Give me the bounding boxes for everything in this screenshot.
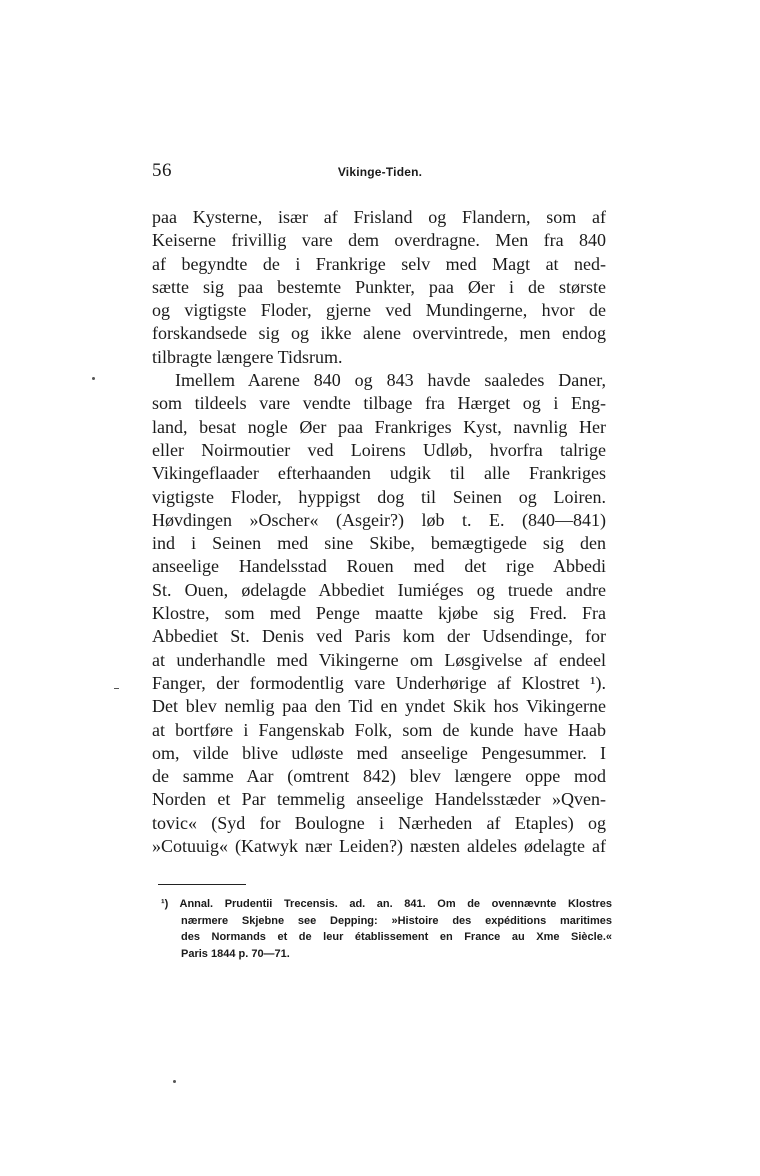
text-line: Vikingeflaader efterhaanden udgik til alle Frankriges: [152, 463, 606, 484]
text-line: ind i Seinen med sine Skibe, bemægtigede sig den: [152, 533, 606, 554]
text-line: paa Kysterne, især af Frisland og Flandern, som af: [152, 207, 606, 227]
text-line: eller Noirmoutier ved Loirens Udløb, hvorfra talrige: [152, 439, 606, 460]
page-number: 56: [152, 160, 172, 181]
text-line: St. Ouen, ødelagde Abbediet Iumiéges og truede andre: [152, 579, 606, 600]
margin-speck: [173, 1080, 176, 1083]
text-line: af begyndte de i Frankrige selv med Magt at ned-: [152, 253, 606, 274]
text-line: Klostre, som med Penge maatte kjøbe sig Fred. Fra: [152, 603, 606, 624]
text-line: »Cotuuig« (Katwyk nær Leiden?) næsten aldeles ødelagte af: [152, 836, 606, 857]
footnotes: [161, 896, 612, 962]
text-line: tilbragte længere Tidsrum.: [152, 346, 343, 367]
footnote-line: Paris 1844 p. 70—71.: [181, 947, 290, 960]
text-line: Keiserne frivillig vare dem overdragne. Men fra 840: [152, 230, 606, 251]
text-line: vigtigste Floder, hyppigst dog til Seinen og Loiren.: [152, 486, 606, 507]
text-line: tovic« (Syd for Boulogne i Nærheden af Etaples) og: [152, 812, 606, 833]
footnote-line: nærmere Skjebne see Depping: »Histoire des expéditions maritimes: [181, 914, 612, 927]
text-line: Abbediet St. Denis ved Paris kom der Udsendinge, for: [152, 626, 606, 647]
running-title: Vikinge-Tiden.: [337, 165, 423, 179]
text-line: og vigtigste Floder, gjerne ved Mundingerne, hvor de: [152, 300, 606, 321]
text-line: Høvdingen »Oscher« (Asgeir?) løb t. E. (840—841): [152, 509, 606, 530]
text-line: at bortføre i Fangenskab Folk, som de kunde have Haab: [152, 719, 606, 740]
footnote-line: des Normands et de leur établissement en France au Xme Siècle.«: [181, 931, 612, 943]
footnote-rule: [158, 884, 246, 885]
text-line: forskandsede sig og ikke alene overvintrede, men endog: [152, 323, 606, 344]
text-line: sætte sig paa bestemte Punkter, paa Øer i de største: [152, 276, 606, 297]
margin-speck: [92, 377, 95, 380]
text-line: land, besat nogle Øer paa Frankriges Kyst, navnlig Her: [152, 416, 606, 437]
text-line: Det blev nemlig paa den Tid en yndet Skik hos Vikingerne: [152, 696, 606, 717]
text-line: Norden et Par temmelig anseelige Handelsstæder »Qven-: [152, 789, 606, 810]
footnote-line: ¹) Annal. Prudentii Trecensis. ad. an. 841. Om de ovennævnte Klostres: [161, 898, 612, 910]
text-line: anseelige Handelsstad Rouen med det rige Abbedi: [152, 556, 606, 577]
text-line: om, vilde blive udløste med anseelige Pengesummer. I: [152, 742, 606, 763]
text-line: Fanger, der formodentlig vare Underhørige af Klostret ¹).: [152, 672, 606, 693]
text-line: som tildeels vare vendte tilbage fra Hærget og i Eng-: [152, 393, 606, 414]
text-line: de samme Aar (omtrent 842) blev længere oppe mod: [152, 766, 606, 787]
paragraph-start: Imellem Aarene 840 og 843 havde saaledes Daner,: [175, 370, 606, 391]
text-line: at underhandle med Vikingerne om Løsgivelse af endeel: [152, 649, 606, 670]
margin-speck: [114, 688, 119, 689]
body-text: [152, 206, 606, 858]
